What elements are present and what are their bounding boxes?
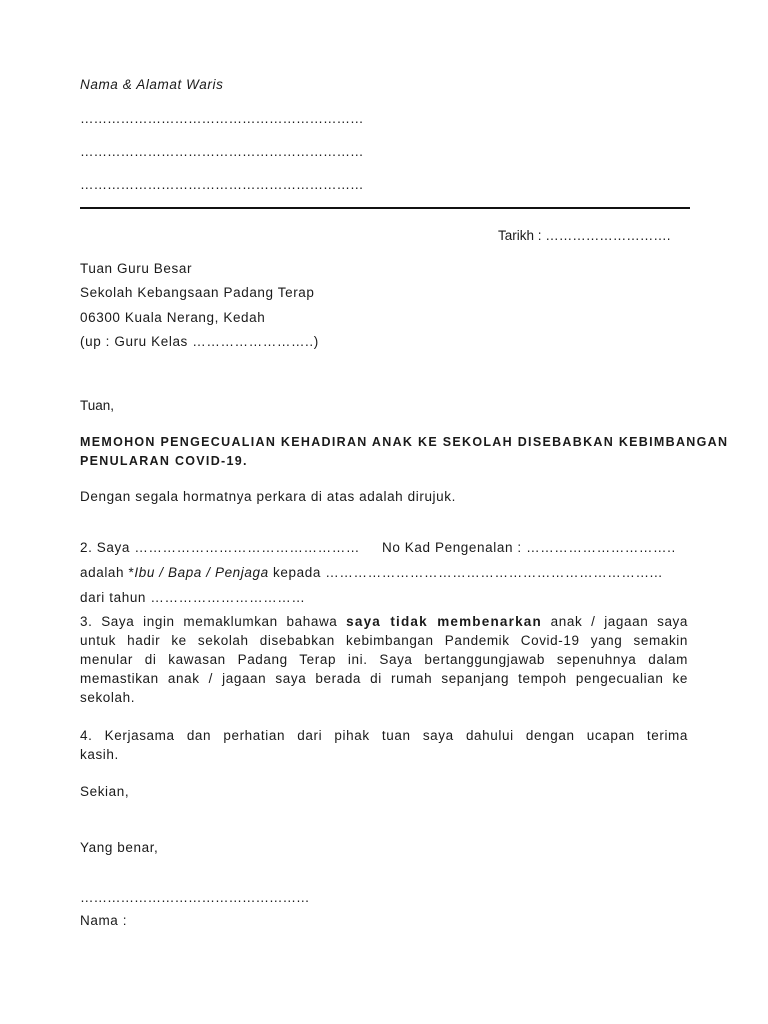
- para2-line-1a: 2. Saya …………………………………………: [80, 540, 360, 555]
- signoff: Yang benar,: [80, 840, 159, 855]
- para3-line-2: untuk hadir ke sekolah disebabkan kebimbangan Pandemik Covid-19 yang semakin: [80, 633, 688, 648]
- para3-bold: saya tidak membenarkan: [346, 614, 542, 629]
- signature-line: ……………………………………………: [80, 890, 310, 905]
- letter-title-line-2: PENULARAN COVID-19.: [80, 454, 248, 468]
- para2-line-2c: kepada ……………………………………………………………...: [268, 565, 663, 580]
- heir-line-1: ………………………………………………………: [80, 111, 364, 126]
- closing: Sekian,: [80, 784, 130, 799]
- heir-heading: Nama & Alamat Waris: [80, 77, 224, 92]
- para2-parent-options: Ibu / Bapa / Penjaga: [134, 565, 269, 580]
- para3-line-1: [80, 614, 688, 630]
- recipient-line-3: 06300 Kuala Nerang, Kedah: [80, 310, 266, 325]
- header-divider: [80, 207, 690, 209]
- para2-line-3: dari tahun ……………………………: [80, 590, 306, 605]
- date-field: Tarikh : ……………………….: [498, 228, 671, 243]
- para3-line-4: memastikan anak / jagaan saya berada di rumah sepanjang tempoh pengecualian ke: [80, 671, 688, 686]
- para2-line-1b: No Kad Pengenalan : …………………………..: [382, 540, 676, 555]
- recipient-line-1: Tuan Guru Besar: [80, 261, 193, 276]
- para3-line-3: menular di kawasan Padang Terap ini. Saya bertanggungjawab sepenuhnya dalam: [80, 652, 688, 667]
- name-label: Nama :: [80, 913, 128, 928]
- para3-line-5: sekolah.: [80, 690, 136, 705]
- intro-paragraph: Dengan segala hormatnya perkara di atas adalah dirujuk.: [80, 489, 456, 504]
- recipient-line-4: (up : Guru Kelas ……………………..): [80, 334, 319, 349]
- salutation: Tuan,: [80, 398, 115, 413]
- para2-line-2: [80, 565, 663, 581]
- recipient-line-2: Sekolah Kebangsaan Padang Terap: [80, 285, 315, 300]
- para2-line-2a: adalah *: [80, 565, 135, 580]
- para3-lead: 3. Saya ingin memaklumkan bahawa: [80, 614, 347, 629]
- para4-line-1: 4. Kerjasama dan perhatian dari pihak tuan saya dahului dengan ucapan terima: [80, 728, 688, 743]
- letter-title-line-1: MEMOHON PENGECUALIAN KEHADIRAN ANAK KE SEKOLAH DISEBABKAN KEBIMBANGAN: [80, 435, 729, 449]
- para4-line-2: kasih.: [80, 747, 119, 762]
- heir-line-3: ………………………………………………………: [80, 177, 364, 192]
- para3-rest: anak / jagaan saya: [541, 614, 689, 629]
- heir-line-2: ………………………………………………………: [80, 144, 364, 159]
